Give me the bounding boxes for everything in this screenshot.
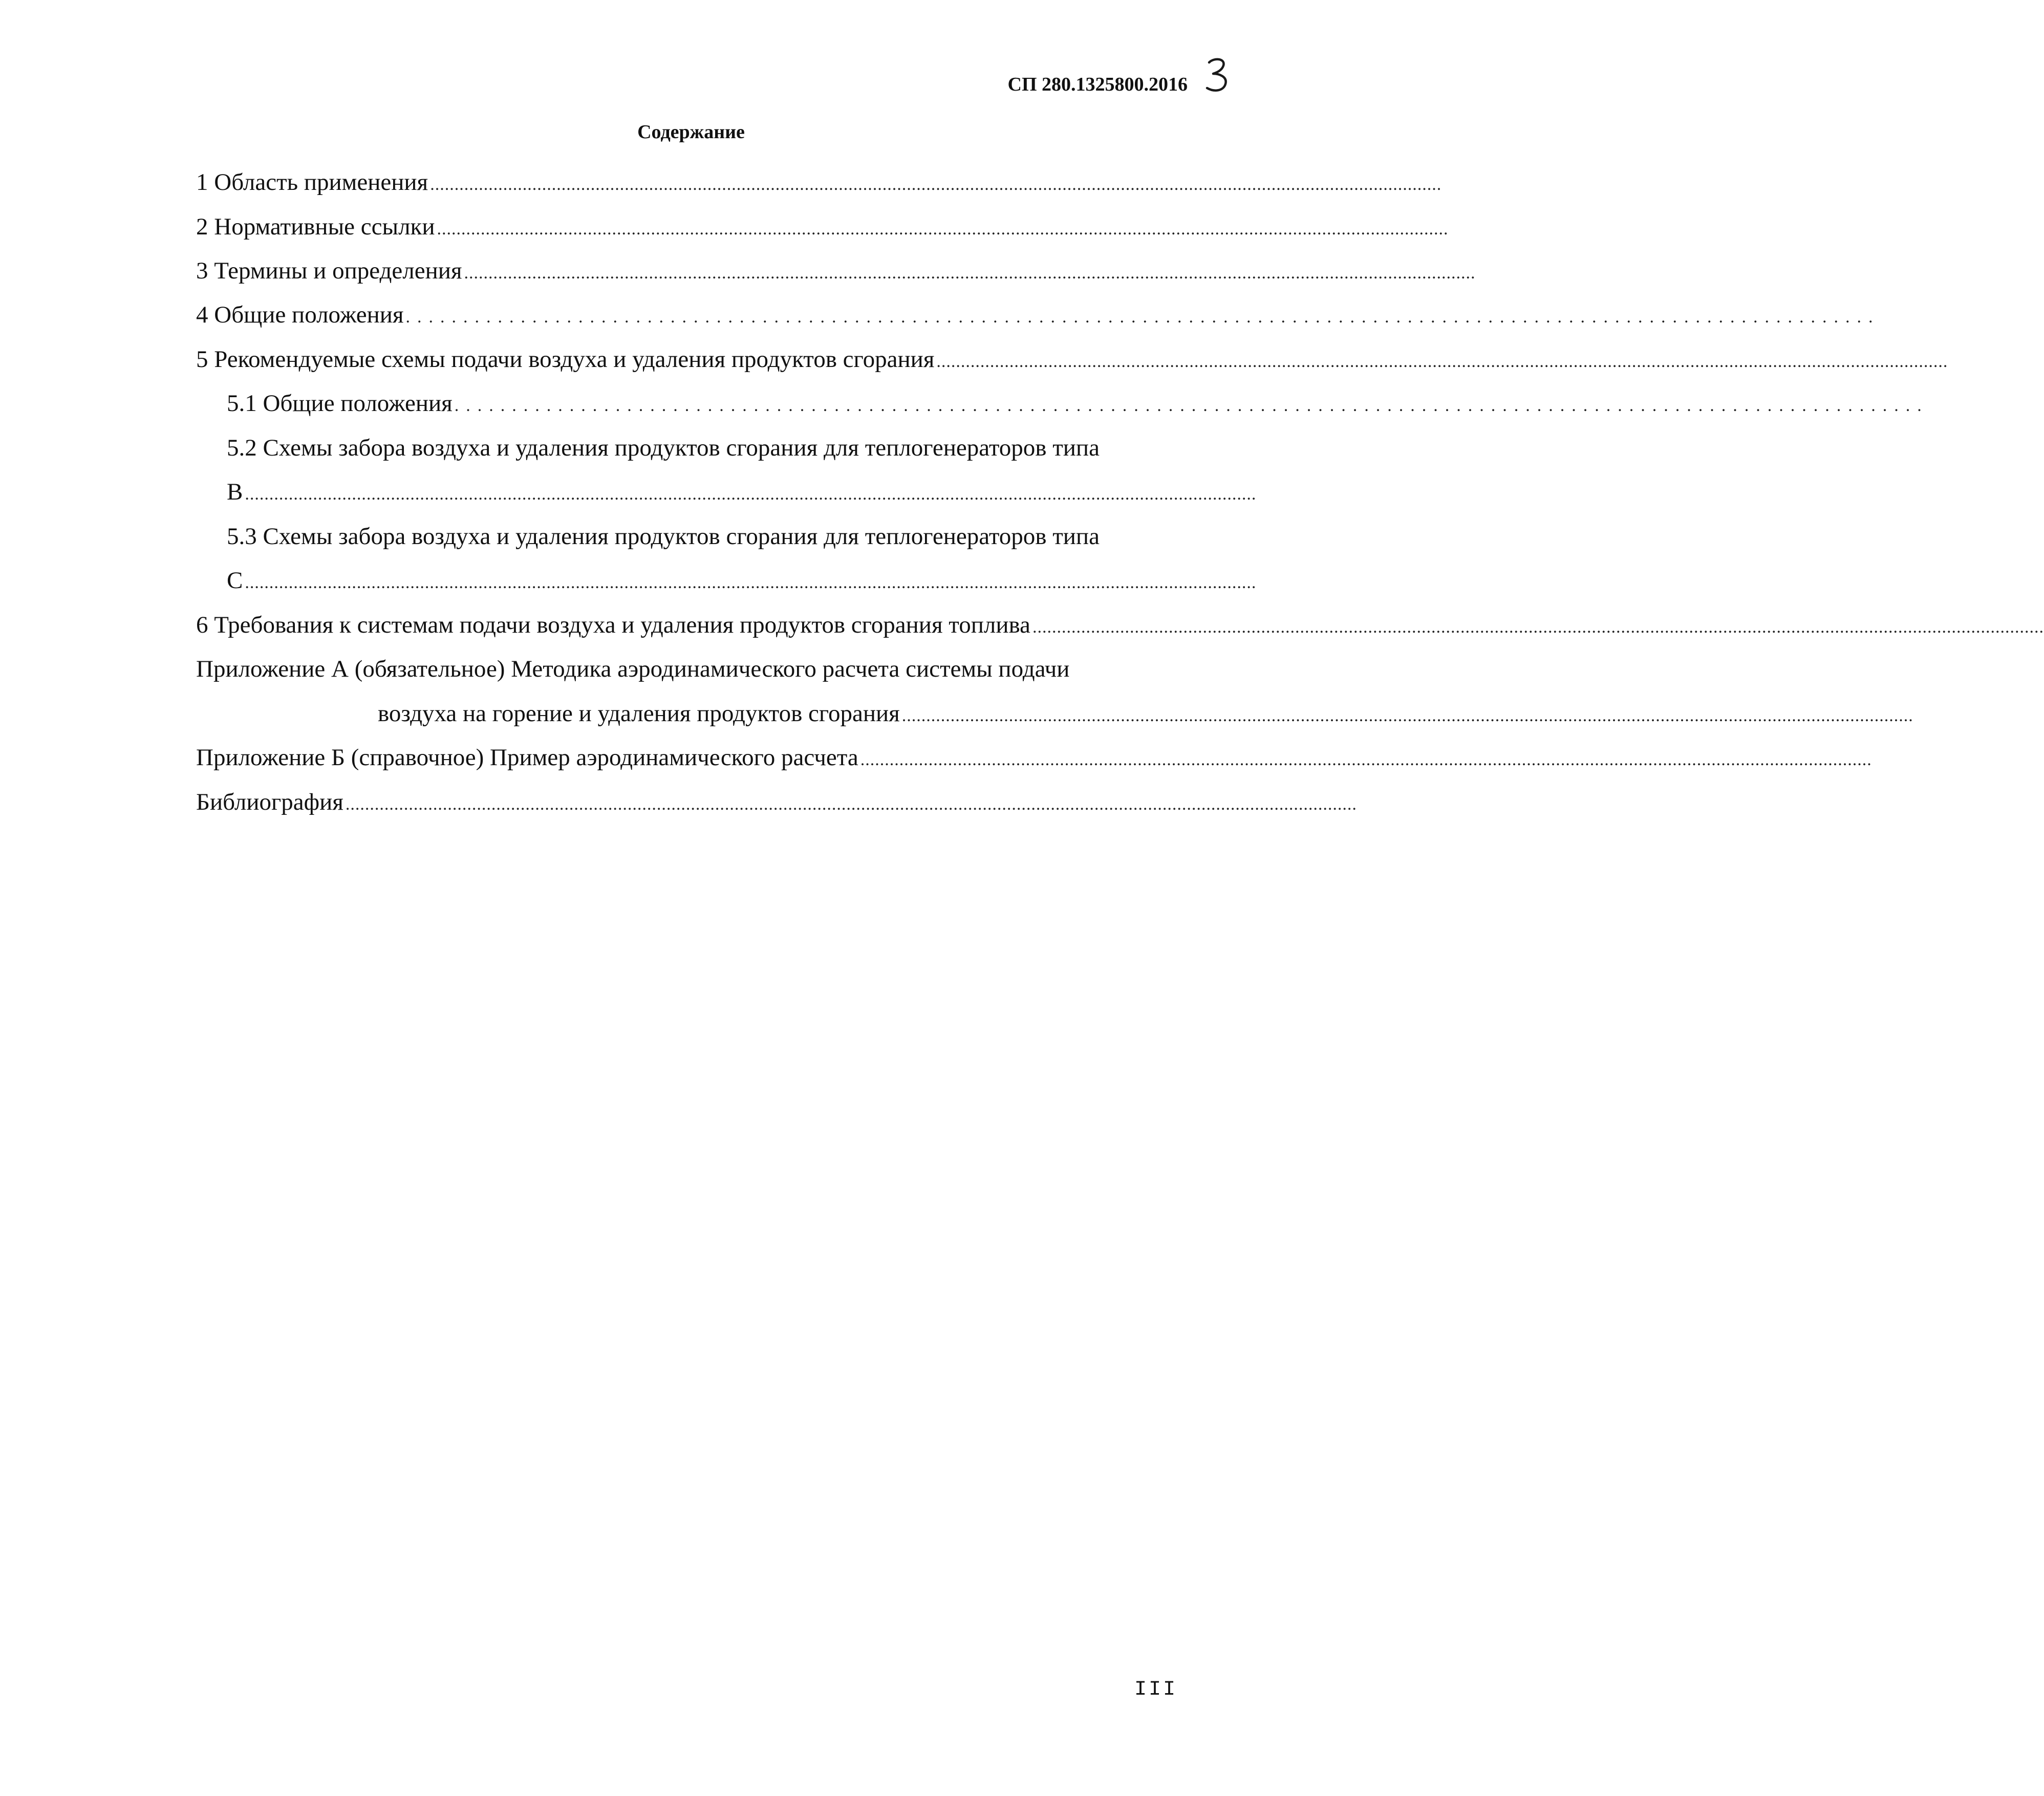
toc-entry-text: воздуха на горение и удаления продуктов сгорания <box>378 700 900 727</box>
toc-entry-3 <box>196 255 1476 286</box>
toc-entry-2 <box>196 211 1449 242</box>
toc-entry-text: Приложение Б (справочное) Пример аэродинамического расчета <box>196 744 858 771</box>
document-code: СП 280.1325800.2016 <box>1007 74 1188 95</box>
toc-entry-text: 5.3 Схемы забора воздуха и удаления продуктов сгорания для теплогенераторов типа <box>227 523 1100 550</box>
toc-entry-text: 3 Термины и определения <box>196 257 462 284</box>
toc-appendix-b <box>196 742 1872 773</box>
toc-entry-text: 5.1 Общие положения <box>227 390 453 417</box>
toc-leader-dots: ................................................................................................................................................................................................................ <box>430 175 1442 194</box>
toc-entry-5-3-cont <box>227 565 1257 596</box>
handwritten-page-number <box>1203 55 1232 96</box>
toc-appendix-a <box>196 654 1169 684</box>
toc-entry-text: 2 Нормативные ссылки <box>196 213 435 240</box>
toc-leader-dots: ................................................................................................................................................................................................................ <box>901 706 1913 725</box>
toc-entry-1 <box>196 167 1442 198</box>
toc-bibliography <box>196 787 1357 817</box>
toc-entry-text: 1 Область применения <box>196 169 428 196</box>
toc-entry-text: С <box>227 567 243 594</box>
toc-entry-text: 5 Рекомендуемые схемы подачи воздуха и удаления продуктов сгорания <box>196 346 935 373</box>
toc-entry-5-1 <box>227 388 1929 419</box>
toc-entry-text: Библиография <box>196 789 343 815</box>
toc-entry-4 <box>196 299 1880 330</box>
toc-appendix-a-cont <box>378 698 1913 729</box>
toc-entry-5-2 <box>227 432 1174 463</box>
page-number-roman: III <box>1134 1678 1177 1701</box>
toc-leader-dots: ................................................................................................................................ <box>405 308 1880 327</box>
toc-entry-5-3 <box>227 521 1176 552</box>
toc-entry-text: 5.2 Схемы забора воздуха и удаления продуктов сгорания для теплогенераторов типа <box>227 435 1100 461</box>
toc-entry-text: 6 Требования к системам подачи воздуха и удаления продуктов сгорания топлива <box>196 612 1030 638</box>
toc-entry-text: 4 Общие положения <box>196 301 404 328</box>
toc-leader-dots: ................................................................................................................................................................................................................ <box>345 795 1357 814</box>
toc-leader-dots: ................................................................................................................................................................................................................ <box>245 485 1257 504</box>
toc-entry-5-2-cont <box>227 477 1257 507</box>
toc-leader-dots: ................................................................................................................................................................................................................ <box>245 573 1257 592</box>
toc-leader-dots: ................................................................................................................................................................................................................ <box>1032 618 2044 637</box>
toc-leader-dots: ................................................................................................................................................................................................................ <box>860 750 1872 769</box>
toc-entry-text: Приложение А (обязательное) Методика аэродинамического расчета системы подачи <box>196 656 1070 682</box>
toc-leader-dots: ................................................................................................................................................................................................................ <box>464 264 1476 283</box>
toc-entry-text: В <box>227 479 243 505</box>
toc-title: Содержание <box>637 121 745 143</box>
toc-leader-dots: ................................................................................................................................ <box>454 396 1929 415</box>
toc-entry-6 <box>196 610 2044 640</box>
toc-entry-5 <box>196 344 1948 375</box>
toc-leader-dots: ................................................................................................................................................................................................................ <box>437 220 1449 239</box>
toc-leader-dots: ................................................................................................................................................................................................................ <box>936 352 1948 371</box>
